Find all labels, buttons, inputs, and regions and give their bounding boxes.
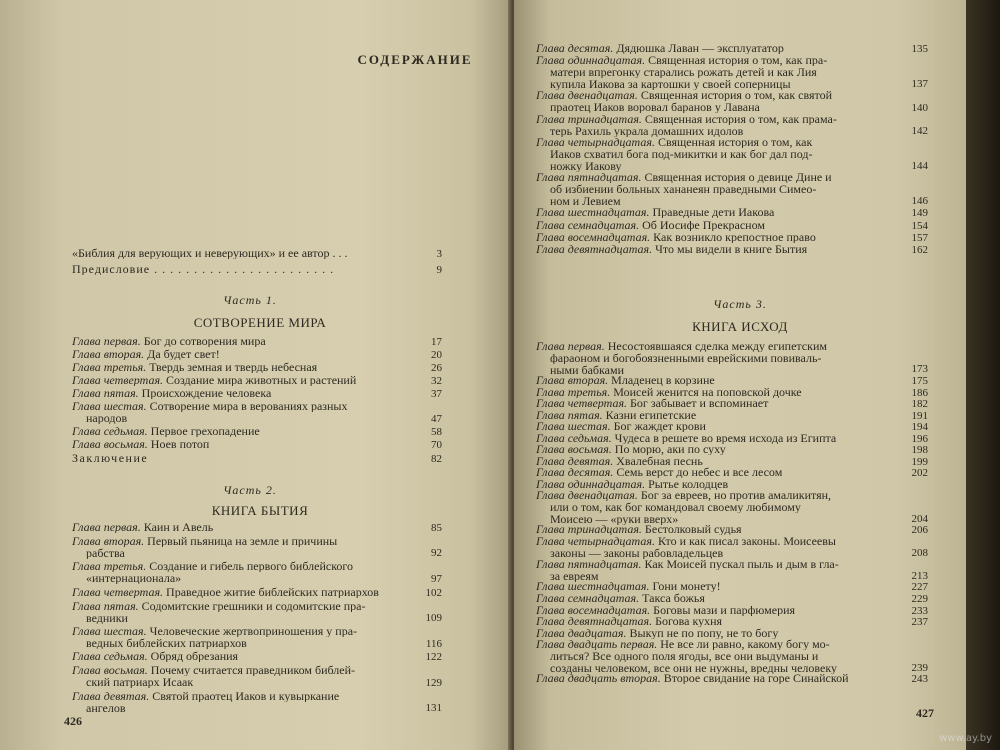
toc-entry-line: об избиении больных хананеян праведными Симео- (550, 183, 817, 196)
toc-entry (536, 604, 898, 616)
toc-entry-line (72, 521, 412, 533)
toc-entry-line (536, 615, 898, 627)
toc-entry (72, 535, 412, 559)
toc-entry-line (536, 478, 898, 490)
chapter-title: Почему считается праведником библей- (150, 664, 356, 677)
toc-entry (72, 425, 412, 437)
toc-entry-line: народов (86, 412, 128, 424)
page-number: 37 (431, 388, 442, 400)
toc-entry-line (72, 438, 412, 450)
chapter-label: Глава тринадцатая. (536, 112, 642, 125)
toc-entry-line (72, 374, 412, 386)
toc-entry-line (536, 489, 898, 501)
page-number: 92 (431, 547, 442, 560)
toc-entry-line (536, 592, 898, 604)
chapter-title: Кто и как писал законы. Моисеевы (657, 534, 836, 547)
chapter-label: Глава третья. (72, 361, 147, 373)
toc-entry-line (72, 361, 412, 373)
page-number: 196 (911, 432, 928, 445)
toc-entry (72, 348, 412, 360)
page-number: 239 (911, 661, 928, 674)
chapter-label: Глава восьмая. (72, 664, 148, 677)
toc-entry (72, 374, 412, 386)
chapter-title: Как Моисей пускал пыль и дым в гла- (644, 557, 839, 570)
chapter-title: Богова кухня (655, 615, 723, 628)
book-edge (966, 0, 1000, 750)
page-number: 194 (911, 421, 928, 434)
chapter-title: Святой праотец Иаков и кувыркание (152, 689, 340, 702)
toc-entry (536, 443, 898, 455)
page-number: 206 (911, 524, 928, 537)
toc-entry-line (72, 650, 412, 662)
page-number: 3 (436, 248, 442, 260)
part-2-title: КНИГА БЫТИЯ (211, 503, 309, 518)
toc-entry-line: Иаков схватил бога под-микитки и как бог дал под- (550, 148, 813, 161)
chapter-label: Глава пятнадцатая. (536, 171, 642, 184)
page-number: 109 (425, 612, 442, 625)
front-entry: «Библия для верующих и неверующих» и ее автор . . . (72, 247, 348, 259)
page-number: 131 (425, 702, 442, 715)
chapter-title: Священная история о том, как святой (640, 89, 833, 102)
chapter-title: Бестолковый судья (644, 523, 742, 536)
toc-entry (536, 672, 898, 684)
toc-entry-line: ский патриарх Исаак (86, 676, 194, 689)
chapter-title: Праведное житие библейских патриархов (166, 585, 379, 598)
chapter-title: Бог до сотворения мира (143, 335, 266, 347)
chapter-label: Глава первая. (72, 335, 141, 347)
chapter-title: Моисей женится на поповской дочке (613, 385, 802, 398)
chapter-label: Глава вторая. (72, 348, 145, 360)
chapter-label: Глава девятнадцатая. (536, 243, 653, 255)
toc-entry-line (536, 374, 898, 386)
toc-entry-line (536, 171, 898, 183)
toc-entry-line (536, 523, 898, 535)
chapter-title: Первое грехопадение (150, 424, 260, 437)
chapter-title: Такса божья (642, 592, 705, 604)
toc-entry (536, 386, 898, 398)
chapter-title: Священная история о девице Дине и (644, 171, 832, 184)
page-number: 58 (431, 425, 442, 438)
page-number: 191 (911, 409, 928, 422)
page-number: 175 (911, 374, 928, 387)
toc-entry (536, 535, 898, 559)
chapter-title: Создание и гибель первого библейского (149, 560, 354, 573)
chapter-label: Глава вторая. (72, 534, 145, 547)
chapter-label: Глава вторая. (536, 373, 609, 386)
toc-entry-line: терь Рахиль украла домашних идолов (550, 124, 744, 137)
page-number: 182 (911, 398, 928, 411)
chapter-title: Как возникло крепостное право (653, 230, 816, 243)
chapter-label: Глава девятая. (72, 689, 150, 702)
toc-entry-line: матери впрегонку старались рожать детей и как Лия (550, 66, 817, 79)
toc-entry (72, 361, 412, 373)
toc-entry (536, 340, 898, 376)
toc-entry-line (72, 400, 412, 412)
chapter-label: Глава седьмая. (72, 424, 148, 437)
chapter-title: Бог забывает и вспоминает (630, 397, 769, 410)
chapter-label: Глава четвертая. (72, 585, 164, 598)
chapter-label: Глава шестая. (72, 400, 147, 412)
toc-entry (536, 397, 898, 409)
page-number: 82 (431, 453, 442, 465)
chapter-label: Глава двадцать первая. (536, 638, 658, 651)
toc-entry (536, 54, 898, 90)
toc-entry (72, 335, 412, 347)
chapter-label: Глава девятнадцатая. (536, 615, 653, 628)
chapter-title: Первый пьяница на земле и причины (147, 534, 338, 547)
toc-entry-line (536, 397, 898, 409)
toc-entry-line (536, 409, 898, 421)
page-number: 122 (425, 651, 442, 664)
page-number: 199 (911, 455, 928, 468)
chapter-label: Глава тринадцатая. (536, 523, 642, 536)
chapter-title: Что мы видели в книге Бытия (655, 243, 808, 255)
page-number: 237 (911, 616, 928, 629)
chapter-title: Ноев потоп (150, 437, 210, 450)
chapter-title: Второе свидание на горе Синайской (663, 672, 849, 685)
page-number: 129 (425, 676, 442, 689)
toc-entry-line: рабства (86, 546, 125, 559)
toc-entry (536, 113, 898, 137)
chapter-title: Да будет свет! (147, 348, 220, 360)
page-number: 97 (431, 572, 442, 585)
toc-entry-line (72, 664, 412, 676)
chapter-title: Твердь земная и твердь небесная (149, 361, 318, 373)
front-entry: Предисловие . . . . . . . . . . . . . . . . . . . . . . . (72, 263, 335, 275)
chapter-title: Гони монету! (652, 580, 721, 593)
toc-entry-line: литься? Все одного поля ягоды, все они выдуманы и (550, 650, 819, 663)
chapter-label: Глава четырнадцатая. (536, 534, 655, 547)
chapter-label: Глава восьмая. (536, 443, 612, 456)
toc-entry (536, 580, 898, 592)
chapter-label: Глава первая. (72, 521, 141, 533)
chapter-title: Происхождение человека (141, 387, 272, 399)
part-2-label: Часть 2. (223, 483, 277, 497)
page-number: 47 (431, 412, 442, 425)
toc-entry (536, 243, 898, 255)
toc-entry (536, 136, 898, 172)
toc-entry-line (536, 627, 898, 639)
toc-entry-line: ном и Левием (550, 195, 621, 208)
toc-entry-line: Моисею — «руки вверх» (550, 513, 679, 526)
toc-entry (72, 625, 412, 649)
right-page (514, 0, 966, 750)
toc-entry-line (536, 558, 898, 570)
chapter-title: Человеческие жертвоприношения у пра- (149, 625, 358, 637)
chapter-title: Бог жаждет крови (613, 420, 706, 433)
toc-entry-line (536, 443, 898, 455)
chapter-title: Священная история о том, как (657, 136, 813, 149)
toc-entry (536, 638, 898, 674)
toc-entry (536, 42, 898, 54)
toc-entry-line: фараоном и богобоязненными еврейскими повиваль- (550, 352, 822, 364)
toc-entry-line (72, 387, 412, 399)
chapter-label: Глава одиннадцатая. (536, 477, 646, 490)
toc-entry-line (72, 560, 412, 572)
folio-right: 427 (916, 706, 934, 720)
chapter-title: Казни египетские (605, 408, 697, 421)
chapter-label: Глава семнадцатая. (536, 592, 640, 604)
toc-entry-line (536, 206, 898, 218)
toc-entry (536, 374, 898, 386)
folio-left: 426 (64, 714, 82, 728)
toc-entry-line (536, 535, 898, 547)
page-number: 157 (911, 231, 928, 244)
page-number: 202 (911, 467, 928, 480)
toc-entry-line: «интернационала» (86, 572, 182, 585)
toc-entry-line: созданы человеком, все они не нужны, вредны человеку (550, 662, 838, 675)
toc-entry (72, 438, 412, 450)
chapter-label: Глава восемнадцатая. (536, 230, 651, 243)
toc-entry (536, 89, 898, 113)
chapter-title: Обряд обрезания (150, 650, 239, 663)
chapter-title: По морю, аки по суху (614, 443, 726, 456)
chapter-title: Хвалебная песнь (616, 454, 703, 467)
page-number: 154 (911, 219, 928, 232)
page-number: 70 (431, 438, 442, 451)
chapter-label: Глава шестнадцатая. (536, 206, 650, 219)
toc-entry (536, 420, 898, 432)
toc-entry-line: ведники (86, 611, 128, 624)
page-number: 146 (911, 195, 928, 208)
toc-entry-line: или о том, как бог командовал своему любимому (550, 501, 801, 514)
toc-entry-line: ножку Иакову (550, 160, 622, 173)
page-number: 227 (911, 581, 928, 594)
chapter-title: Боговы мази и парфюмерия (653, 603, 796, 616)
toc-entry (536, 231, 898, 243)
toc-entry-line (536, 455, 898, 467)
chapter-title: Дядюшка Лаван — эксплуататор (616, 42, 784, 54)
page-number: 198 (911, 444, 928, 457)
chapter-title: Содомитские грешники и содомитские пра- (141, 599, 366, 612)
page-number: 17 (431, 336, 442, 348)
toc-entry (536, 489, 898, 525)
toc-entry (536, 466, 898, 478)
toc-entry-line (536, 420, 898, 432)
toc-entry-line (536, 386, 898, 398)
toc-entry-line: ными бабками (550, 364, 625, 376)
watermark: www.ay.by (939, 733, 992, 744)
toc-entry (536, 615, 898, 627)
toc-entry-line (536, 672, 898, 684)
page-number: 213 (911, 569, 928, 582)
chapter-title: Выкуп не по попу, не то богу (629, 626, 779, 639)
chapter-label: Глава восемнадцатая. (536, 603, 651, 616)
chapter-label: Глава четвертая. (536, 397, 628, 410)
toc-entry (72, 650, 412, 662)
chapter-title: Сотворение мира в верованиях разных (149, 400, 348, 412)
page-number: 140 (911, 101, 928, 114)
page-number: 229 (911, 593, 928, 605)
part-3-title: КНИГА ИСХОД (692, 319, 788, 334)
toc-entry-line (536, 136, 898, 148)
toc-entry-line (536, 42, 898, 54)
chapter-title: Несостоявшаяся сделка между египетским (607, 340, 827, 352)
toc-entry (72, 690, 412, 714)
chapter-label: Глава шестнадцатая. (536, 580, 650, 593)
part-1-label: Часть 1. (223, 293, 277, 307)
toc-entry (536, 206, 898, 218)
page-number: 186 (911, 386, 928, 399)
toc-entry-line (536, 243, 898, 255)
toc-entry (72, 600, 412, 624)
toc-entry (536, 478, 898, 490)
chapter-label: Глава двенадцатая. (536, 489, 638, 502)
page-number: 243 (911, 673, 928, 686)
toc-entry (536, 171, 898, 207)
chapter-label: Глава седьмая. (536, 431, 612, 444)
toc-entry-line (72, 425, 412, 437)
toc-entry-line: праотец Иаков воровал баранов у Лавана (550, 101, 760, 114)
toc-entry-line (536, 219, 898, 231)
chapter-title: Создание мира животных и растений (166, 374, 357, 386)
toc-entry (536, 409, 898, 421)
part-3-label: Часть 3. (713, 297, 767, 311)
chapter-label: Глава четырнадцатая. (536, 136, 655, 149)
chapter-label: Глава пятая. (536, 408, 603, 421)
conclusion-entry: Заключение (72, 452, 149, 464)
toc-entry (72, 521, 412, 533)
chapter-title: Каин и Авель (143, 521, 214, 533)
page-number: 173 (911, 363, 928, 376)
toc-entry-line (536, 89, 898, 101)
toc-entry-line: ведных библейских патриархов (86, 637, 247, 649)
page-number: 9 (436, 264, 442, 276)
chapter-title: Младенец в корзине (611, 373, 715, 386)
chapter-label: Глава третья. (72, 560, 147, 573)
toc-entry (72, 387, 412, 399)
chapter-title: Бог за евреев, но против амаликитян, (640, 489, 832, 502)
page-number: 20 (431, 349, 442, 361)
toc-entry (536, 627, 898, 639)
page-number: 149 (911, 207, 928, 220)
chapter-label: Глава двенадцатая. (536, 89, 638, 102)
page-number: 204 (911, 512, 928, 525)
toc-entry (536, 219, 898, 231)
chapter-title: Чудеса в решете во время исхода из Египта (614, 431, 837, 444)
page-number: 208 (911, 547, 928, 560)
chapter-label: Глава шестая. (72, 625, 147, 637)
chapter-title: Семь верст до небес и все лесом (616, 466, 783, 479)
chapter-label: Глава одиннадцатая. (536, 54, 646, 67)
chapter-title: Не все ли равно, какому богу мо- (660, 638, 830, 651)
toc-entry-line: ангелов (86, 701, 126, 714)
chapter-label: Глава шестая. (536, 420, 611, 433)
chapter-title: Праведные дети Иакова (652, 206, 775, 219)
toc-entry-line (536, 340, 898, 352)
toc-entry-line (536, 604, 898, 616)
chapter-title: Об Иосифе Прекрасном (642, 218, 765, 231)
toc-entry-line (72, 535, 412, 547)
page-number: 162 (911, 244, 928, 256)
toc-entry-line (536, 580, 898, 592)
chapter-label: Глава девятая. (536, 454, 614, 467)
toc-entry-line: за евреям (550, 569, 599, 582)
toc-entry-line (72, 348, 412, 360)
chapter-title: Рытье колодцев (648, 477, 729, 490)
chapter-title: Священная история о том, как пра- (648, 54, 828, 67)
page-number: 32 (431, 375, 442, 387)
toc-entry-line (72, 600, 412, 612)
toc-entry (536, 558, 898, 582)
chapter-label: Глава четвертая. (72, 374, 164, 386)
toc-entry (72, 400, 412, 424)
toc-entry-line (536, 432, 898, 444)
toc-entry (536, 455, 898, 467)
toc-entry-line (72, 586, 412, 598)
page-number: 135 (911, 43, 928, 55)
toc-entry (536, 592, 898, 604)
toc-entry-line (72, 335, 412, 347)
page-number: 102 (425, 586, 442, 599)
page-number: 142 (911, 125, 928, 138)
toc-entry-line: законы — законы рабовладельцев (550, 546, 724, 559)
contents-heading: СОДЕРЖАНИЕ (357, 52, 473, 67)
page-number: 26 (431, 362, 442, 374)
chapter-label: Глава пятая. (72, 599, 139, 612)
toc-entry-line (536, 54, 898, 66)
chapter-label: Глава пятнадцатая. (536, 557, 642, 570)
page-number: 116 (425, 637, 442, 650)
chapter-title: Священная история о том, как прама- (644, 112, 837, 125)
chapter-label: Глава десятая. (536, 42, 614, 54)
toc-entry-line (536, 231, 898, 243)
chapter-label: Глава седьмая. (72, 650, 148, 663)
toc-entry-line: купила Иакова за картошки у своей соперницы (550, 78, 791, 91)
chapter-label: Глава первая. (536, 340, 605, 352)
chapter-label: Глава семнадцатая. (536, 218, 640, 231)
toc-entry (72, 664, 412, 688)
toc-entry-line (72, 625, 412, 637)
toc-entry-line (536, 638, 898, 650)
toc-entry-line (536, 466, 898, 478)
toc-entry (536, 432, 898, 444)
chapter-label: Глава десятая. (536, 466, 614, 479)
chapter-label: Глава двадцатая. (536, 626, 627, 639)
toc-entry-line (536, 113, 898, 125)
toc-entry (72, 560, 412, 584)
page-number: 144 (911, 160, 928, 173)
chapter-label: Глава пятая. (72, 387, 139, 399)
chapter-label: Глава двадцать вторая. (536, 672, 661, 685)
page-number: 137 (911, 78, 928, 90)
part-1-title: СОТВОРЕНИЕ МИРА (193, 315, 327, 330)
chapter-label: Глава восьмая. (72, 437, 148, 450)
chapter-label: Глава третья. (536, 385, 611, 398)
toc-entry-line (72, 690, 412, 702)
page-number: 233 (911, 604, 928, 617)
toc-entry (72, 586, 412, 598)
toc-entry (536, 523, 898, 535)
page-number: 85 (431, 522, 442, 534)
